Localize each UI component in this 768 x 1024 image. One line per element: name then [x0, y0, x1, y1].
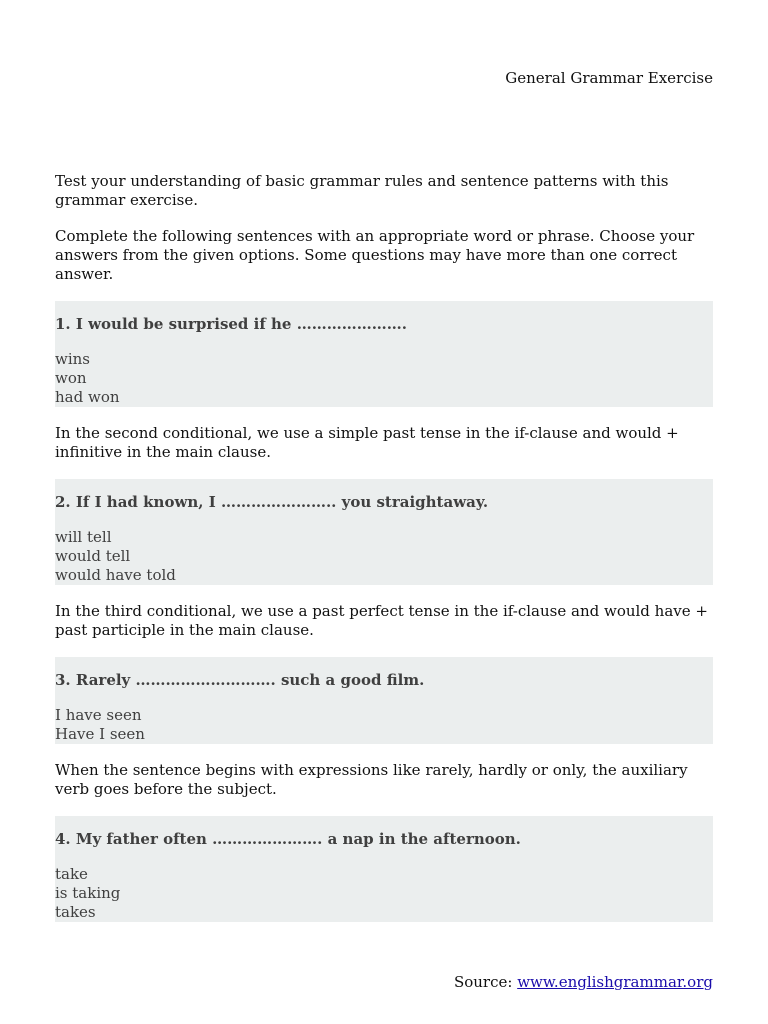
answer-options	[55, 350, 713, 407]
page-title: General Grammar Exercise	[505, 69, 713, 87]
intro-paragraph-1: Test your understanding of basic grammar rules and sentence patterns with this grammar exercise.	[55, 172, 669, 209]
answer-options	[55, 528, 713, 585]
question-text: 3. Rarely ………………………. such a good film.	[55, 671, 425, 689]
question-block-2	[55, 479, 713, 585]
answer-option[interactable]: Have I seen	[55, 725, 145, 743]
question-block-3	[55, 657, 713, 744]
question-text: 1. I would be surprised if he ………………….	[55, 315, 407, 333]
explanation-text: In the second conditional, we use a simple past tense in the if-clause and would + infinitive in the main clause.	[55, 424, 679, 461]
question-block-4	[55, 816, 713, 922]
answer-option[interactable]: will tell	[55, 528, 112, 546]
answer-options	[55, 865, 713, 922]
question-text: 4. My father often …………………. a nap in the afternoon.	[55, 830, 521, 848]
answer-option[interactable]: had won	[55, 388, 120, 406]
question-text: 2. If I had known, I ………………….. you straightaway.	[55, 493, 489, 511]
main-content	[55, 172, 713, 939]
answer-option[interactable]: I have seen	[55, 706, 142, 724]
explanation-text: In the third conditional, we use a past perfect tense in the if-clause and would have + past participle in the main clause.	[55, 602, 708, 639]
source-line	[454, 973, 713, 992]
source-link[interactable]: www.englishgrammar.org	[517, 973, 713, 991]
source-label: Source:	[453, 973, 518, 991]
answer-option[interactable]: is taking	[55, 884, 121, 902]
answer-option[interactable]: would tell	[55, 547, 131, 565]
question-block-1	[55, 301, 713, 407]
answer-option[interactable]: would have told	[55, 566, 176, 584]
answer-option[interactable]: won	[55, 369, 87, 387]
explanation-text: When the sentence begins with expressions like rarely, hardly or only, the auxiliary verb goes before the subject.	[55, 761, 688, 798]
answer-option[interactable]: wins	[55, 350, 90, 368]
answer-option[interactable]: take	[55, 865, 88, 883]
intro-paragraph-2: Complete the following sentences with an appropriate word or phrase. Choose your answers from the given options. Some questions may have more than one correct answer.	[55, 227, 695, 283]
answer-options	[55, 706, 713, 744]
answer-option[interactable]: takes	[55, 903, 96, 921]
